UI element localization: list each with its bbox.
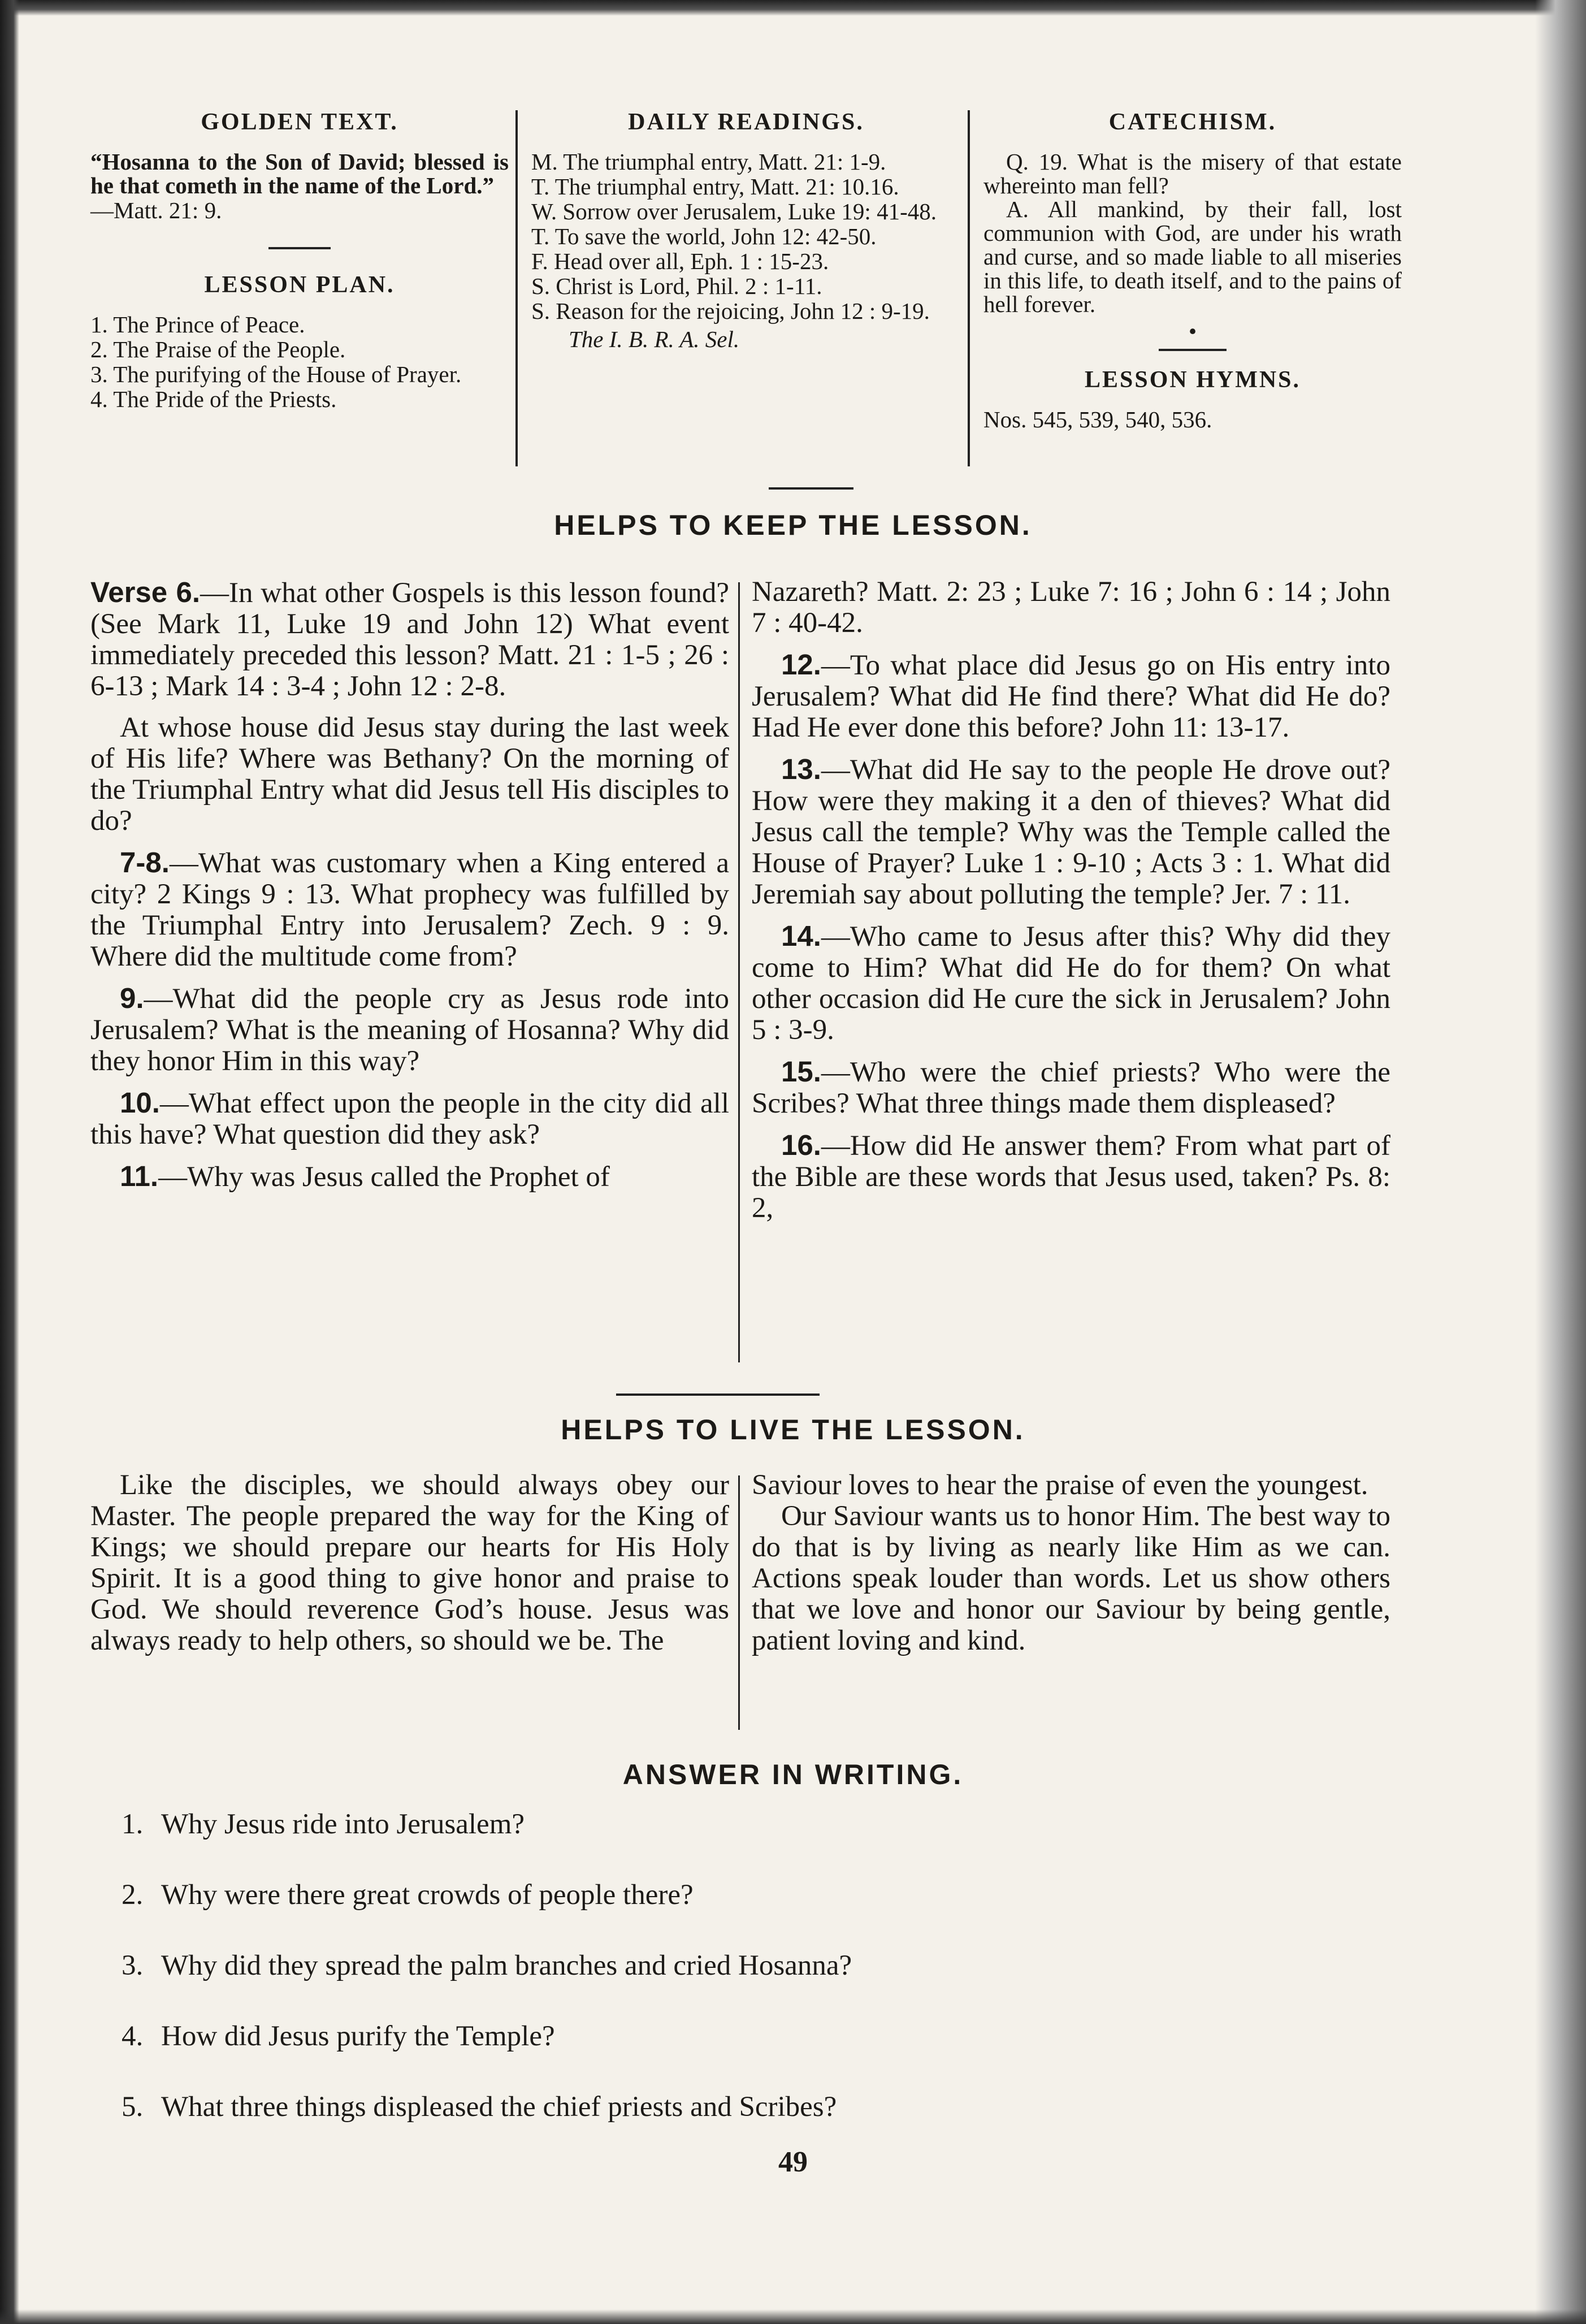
verse-paragraph <box>90 1087 729 1150</box>
readings-selection: The I. B. R. A. Sel. <box>569 326 740 352</box>
column-divider <box>968 110 970 466</box>
verse-text: —Who came to Jesus after this? Why did they come to Him? What did He do for them? On what other occasion did He cure the sick in Jerusalem? John 5 : 3-9. <box>752 921 1390 1046</box>
daily-readings-heading: DAILY READINGS. <box>628 109 864 135</box>
reading-item: S. Reason for the rejoicing, John 12 : 9-19. <box>531 298 930 324</box>
reading-item: W. Sorrow over Jerusalem, Luke 19: 41-48. <box>531 198 937 224</box>
verse-text: —How did He answer them? From what part of the Bible are these words that Jesus used, taken? Ps. 8: 2, <box>752 1130 1390 1224</box>
verse-paragraph <box>752 1056 1390 1119</box>
column-divider <box>515 110 518 466</box>
verse-text: Nazareth? Matt. 2: 23 ; Luke 7: 16 ; John 6 : 14 ; John 7 : 40-42. <box>752 576 1390 639</box>
lesson-plan-item: 1. The Prince of Peace. <box>90 311 305 337</box>
verse-text: At whose house did Jesus stay during the last week of His life? Where was Bethany? On the morning of the Triumphal Entry what did Jesus tell His disciples to do? <box>90 712 729 837</box>
catechism-column <box>983 110 1402 431</box>
helps-keep-title: HELPS TO KEEP THE LESSON. <box>554 509 1032 541</box>
verse-number: 12. <box>781 648 821 681</box>
verse-text: —What did He say to the people He drove out? How were they making it a den of thieves? What did Jesus call the temple? Why was the Temple called the House of Prayer? Luke 1 : 9-10 ; Acts 3 : 1. What did Jeremiah say about polluting the temple? Jer. 7 : 11. <box>752 754 1390 910</box>
verse-paragraph <box>90 1161 729 1193</box>
reading-item: T. The triumphal entry, Matt. 21: 10.16. <box>531 174 899 200</box>
question-item <box>122 2021 1365 2052</box>
verse-text: —Who were the chief priests? Who were the Scribes? What three things made them displeased? <box>752 1057 1390 1119</box>
verse-number: 13. <box>781 753 821 785</box>
scan-edge-top <box>0 0 1586 16</box>
reading-item: M. The triumphal entry, Matt. 21: 1-9. <box>531 149 886 175</box>
verse-text: —In what other Gospels is this lesson found? (See Mark 11, Luke 19 and John 12) What event immediately preceded this lesson? Matt. 21 : 1-5 ; 26 : 6-13 ; Mark 14 : 3-4 ; John 12 : 2-8. <box>90 577 730 702</box>
verse-number: 15. <box>781 1055 821 1088</box>
question-item <box>122 1809 1365 1840</box>
lesson-plan-list <box>90 313 509 411</box>
column-divider <box>738 1475 740 1730</box>
verse-text: —What effect upon the people in the city did all this have? What question did they ask? <box>90 1088 729 1150</box>
question-text: Why did they spread the palm branches and cried Hosanna? <box>161 1950 852 1981</box>
verse-paragraph <box>752 1129 1390 1224</box>
verse-paragraph <box>90 983 729 1077</box>
verse-number: 9. <box>120 982 144 1014</box>
verse-number: 16. <box>781 1129 821 1161</box>
verse-paragraph <box>90 712 729 837</box>
divider <box>268 247 331 249</box>
question-number: 2. <box>122 1879 144 1911</box>
scan-edge-left <box>0 0 19 2324</box>
question-number: 5. <box>122 2091 144 2123</box>
verse-number: Verse 6. <box>90 576 201 608</box>
catechism-heading: CATECHISM. <box>1108 109 1277 135</box>
verse-paragraph <box>752 577 1390 639</box>
question-item <box>122 1880 1365 1911</box>
answer-writing-title: ANSWER IN WRITING. <box>622 1759 964 1790</box>
scan-edge-bottom <box>0 2309 1586 2324</box>
golden-text-reference: —Matt. 21: 9. <box>90 197 222 223</box>
verse-number: 11. <box>120 1160 159 1192</box>
lesson-plan-item: 4. The Pride of the Priests. <box>90 386 337 412</box>
helps-keep-right-column <box>752 577 1390 1234</box>
lesson-plan-heading: LESSON PLAN. <box>204 272 395 298</box>
verse-number: 7-8. <box>120 846 170 878</box>
page-number: 49 <box>778 2146 808 2178</box>
verse-number: 14. <box>781 920 821 952</box>
scan-edge-right <box>1535 0 1586 2324</box>
lesson-plan-item: 3. The purifying of the House of Prayer. <box>90 361 462 387</box>
verse-paragraph <box>90 847 729 972</box>
lesson-plan-item: 2. The Praise of the People. <box>90 336 346 362</box>
column-divider <box>738 582 740 1362</box>
question-text: Why Jesus ride into Jerusalem? <box>161 1808 525 1840</box>
lesson-hymns-heading: LESSON HYMNS. <box>1084 367 1301 393</box>
live-paragraph: Our Saviour wants us to honor Him. The best way to do that is by living as nearly like Him as we can. Actions speak louder than words. Let us show others that we love and honor our Saviour by being gentle, patient loving and kind. <box>752 1500 1390 1656</box>
catechism-question: Q. 19. What is the misery of that estate whereinto man fell? <box>983 149 1402 198</box>
section-divider <box>769 487 853 490</box>
reading-item: T. To save the world, John 12: 42-50. <box>531 223 877 249</box>
question-text: How did Jesus purify the Temple? <box>161 2020 555 2052</box>
verse-text: —Why was Jesus called the Prophet of <box>158 1161 610 1193</box>
reading-item: S. Christ is Lord, Phil. 2 : 1-11. <box>531 273 822 299</box>
question-number: 3. <box>122 1950 144 1981</box>
verse-text: —What was customary when a King entered a city? 2 Kings 9 : 13. What prophecy was fulfilled by the Triumphal Entry into Jerusalem? Zech. 9 : 9. Where did the multitude come from? <box>90 847 729 972</box>
question-list <box>122 1809 1365 2162</box>
lesson-hymns-numbers: Nos. 545, 539, 540, 536. <box>983 406 1212 432</box>
reading-item: F. Head over all, Eph. 1 : 15-23. <box>531 248 829 274</box>
helps-live-right-column <box>752 1470 1390 1656</box>
question-number: 1. <box>122 1808 144 1840</box>
golden-text-quote: “Hosanna to the Son of David; blessed is he that cometh in the name of the Lord.” <box>90 149 509 198</box>
verse-paragraph <box>752 754 1390 910</box>
helps-live-title: HELPS TO LIVE THE LESSON. <box>561 1414 1025 1446</box>
verse-paragraph <box>752 920 1390 1046</box>
question-item <box>122 1950 1365 1981</box>
verse-number: 10. <box>120 1087 160 1119</box>
daily-readings-column <box>531 110 961 351</box>
live-paragraph: Saviour loves to hear the praise of even the youngest. <box>752 1469 1368 1501</box>
verse-paragraph <box>752 649 1390 743</box>
verse-text: —To what place did Jesus go on His entry into Jerusalem? What did He find there? What did He do? Had He ever done this before? John 11: 13-17. <box>752 650 1390 743</box>
question-text: What three things displeased the chief priests and Scribes? <box>161 2091 837 2123</box>
golden-text-heading: GOLDEN TEXT. <box>201 109 398 135</box>
helps-live-left-column: Like the disciples, we should always obey our Master. The people prepared the way for the King of Kings; we should prepare our hearts for His Holy Spirit. It is a good thing to give honor and praise to God. We should reverence God’s house. Jesus was always ready to help others, so should we be. The <box>90 1469 729 1656</box>
section-divider <box>616 1393 820 1396</box>
ornament-dot: • <box>1188 318 1197 344</box>
verse-paragraph <box>90 577 729 702</box>
helps-keep-left-column <box>90 577 729 1203</box>
divider <box>1159 349 1227 351</box>
verse-text: —What did the people cry as Jesus rode into Jerusalem? What is the meaning of Hosanna? Why did they honor Him in this way? <box>90 983 729 1077</box>
golden-text-column <box>90 110 509 412</box>
catechism-answer: A. All mankind, by their fall, lost communion with God, are under his wrath and curse, and so made liable to all miseries in this life, to death itself, and to the pains of hell forever. <box>983 196 1402 317</box>
question-text: Why were there great crowds of people there? <box>161 1879 694 1911</box>
question-number: 4. <box>122 2020 144 2052</box>
question-item <box>122 2092 1365 2123</box>
